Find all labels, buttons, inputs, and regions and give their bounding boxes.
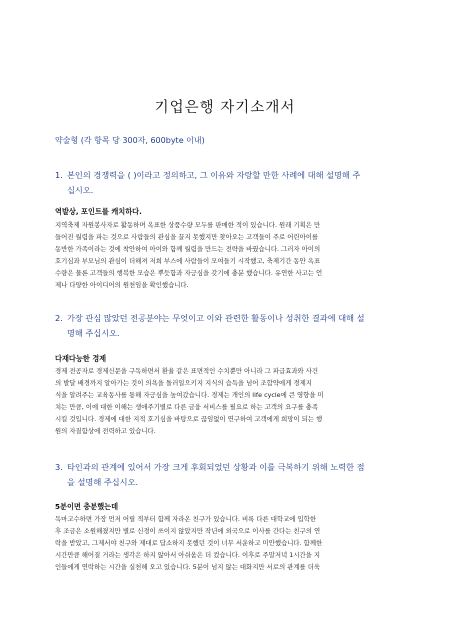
answer-line: 동반한 가족이라는 것에 착안하여 아이와 함께 월렴을 만드는 전략을 바꿨습니다. 그러자 아이의 — [55, 245, 321, 253]
answer-line: 원의 자질함상에 전력하고 있습니다. — [55, 427, 156, 435]
answer-3-subtitle: 5분이면 충분했는데 — [55, 502, 119, 511]
question-text-line1: 가장 관심 많았던 전공분야는 무엇이고 이와 관련한 활동이나 성취한 결과에 대해 설 — [67, 313, 365, 323]
answer-line: 후 조금은 소원해졌지만 별로 신경이 쓰이지 않았지만 작년에 외국으로 이사를 간다는 친구의 연 — [55, 527, 321, 535]
answer-line: 독마고수하면 가장 먼저 어릴 적부터 함께 자라온 친구가 있습니다. 비록 다른 대학교에 입학한 — [55, 515, 316, 523]
answer-line: 인들에게 연락하는 시간을 실천해 오고 있습니다. 5분이 넘지 않는 대화지만 서로의 관계를 더욱 — [55, 563, 321, 571]
answer-3-body — [55, 513, 400, 573]
question-text-line2: 을 설명해 주십시오. — [67, 477, 139, 487]
answer-2-body — [55, 365, 400, 437]
question-text-line2: 십시오. — [67, 185, 94, 195]
question-3 — [55, 460, 400, 490]
answer-line: 제나 다양한 아이디어의 원천임을 확인했습니다. — [55, 281, 189, 289]
question-number: 3. — [55, 462, 63, 472]
answer-1-subtitle: 역발상, 포인트를 캐치하다. — [55, 207, 142, 216]
answer-line: 경제 전공자로 경제신문을 구독하면서 환율 같은 표면적인 수치뿐만 아니라 그 파급효과와 사건 — [55, 367, 319, 375]
question-1 — [55, 168, 400, 198]
answer-2-subtitle: 다재다능한 경제 — [55, 354, 107, 363]
question-text-line1: 타인과의 관계에 있어서 가장 크게 후회되었던 상황과 이를 극복하기 위해 노력한 점 — [67, 462, 365, 472]
answer-line: 시킬 것입니다. 경제에 대한 지적 호기심을 바탕으로 끊임없이 연구하여 고객에게 희망이 되는 행 — [55, 415, 323, 423]
answer-line: 들어진 월렴을 파는 것으로 사람들의 관심을 끌지 못했지만 찾아오는 고객들이 주로 어린아이를 — [55, 233, 319, 241]
answer-line: 치는 만큼, 이에 대한 이해는 생애주기별로 다른 금융 서비스를 필요로 하는 고객의 요구를 충족 — [55, 403, 319, 411]
question-text-line2: 명해 주십시오. — [67, 328, 120, 338]
question-2 — [55, 311, 400, 341]
question-number: 1. — [55, 170, 63, 180]
answer-line: 시간만큼 해어질 거라는 생각은 하지 않아서 아쉬움은 더 컸습니다. 이후로 주말저녁 1시간을 지 — [55, 551, 321, 559]
answer-line: 지역축제 자원봉사자로 활동하며 옥표한 상품수량 모두를 판매한 적이 있습니다. 원래 기획은 만 — [55, 221, 321, 229]
question-text-line1: 본인의 경쟁력을 ( )이라고 정의하고, 그 이유와 자랑할 만한 사례에 대해 설명해 주 — [67, 170, 361, 180]
answer-line: 락을 받았고, 그제서야 친구와 제대로 답소하지 못했던 것이 너무 서운하고 미안했습니다. 함께한 — [55, 539, 323, 547]
answer-1-body — [55, 219, 400, 291]
question-number: 2. — [55, 313, 63, 323]
answer-line: 수량은 물론 고객들의 행복한 모습은 뿌듯함과 자긍심을 갖기에 충분 했습니다. 유연한 사고는 언 — [55, 269, 323, 277]
answer-line: 식을 알려주는 교육동사를 통해 자긍심을 높여갔습니다. 경제는 개인의 life cycle에 큰 영향을 미 — [55, 391, 324, 399]
answer-line: 호기심과 부모님의 관심이 더해져 저희 부스에 사람들이 모여들기 시작했고, 축제기간 동안 옥표 — [55, 257, 321, 265]
answer-line: 의 발달 배경까지 알아가는 것이 의욕을 돌러일으키지 지식의 습득을 넘어 조합약에게 경제지 — [55, 379, 312, 387]
length-note: 약술형 (각 항목 당 300자, 600byte 이내) — [55, 136, 205, 145]
document-title: 기업은행 자기소개서 — [154, 100, 296, 116]
